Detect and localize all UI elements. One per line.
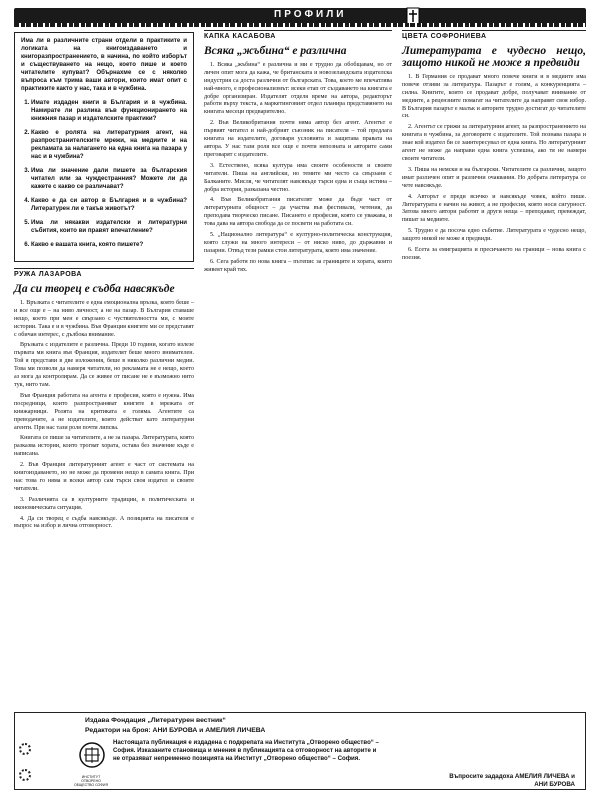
questions-box (14, 32, 194, 262)
article-paragraph: 1. Всяка „жъбина“ е различна и ми е трудно да обобщавам, но от личен опит мога да кажа, че британската и новозеландската издателска индустрия са доста различни от българската. Това, което ме впечатлява най-много, е професионализмът: всеки етап от създаването на книгата е добре организиран. Издателят отделя време на автора, редакторът работи върху текста, а маркетинговият отдел планира представянето на книгата месеци предварително. (204, 61, 392, 116)
article-paragraph: 4. Да си творец е съдба навсякъде. А позицията на писателя е въпрос на избор и лична отговорност. (14, 515, 194, 530)
article-paragraph: Книгата се пише за читателите, а не за пазара. Литературата, която разказва истории, които трогват хората, остава без значение къде е написана. (14, 435, 194, 458)
article-paragraph: 2. Във Франция литературният агент е част от системата на книгоиздаването, но не може да промени нещо в самата книга. При нас това го няма и всеки автор сам търси своя издател и своите читатели. (14, 462, 194, 492)
author-name: КАПКА КАСАБОВА (204, 30, 392, 41)
column-1 (14, 30, 194, 534)
gear-ornament-icon (19, 743, 31, 755)
logo-caption: ИНСТИТУТ ОТВОРЕНО ОБЩЕСТВО СОФИЯ (74, 775, 108, 787)
article-paragraph: 3. Пиша на немски и на български. Читателите са различни, защото имат различен опит и различни очаквания. Но добрата литература се чете навсякъде. (402, 166, 586, 189)
article-headline: Да си творец е съдба навсякъде (14, 282, 175, 295)
credits-line: АНИ БУРОВА (534, 781, 575, 788)
credits (405, 773, 575, 789)
question-item: 3. Има ли значение дали пишете за българския читател или за чуждестранния? Можете ли да кажете с какво се различават? (31, 167, 187, 191)
question-item: 5. Има ли някакви издателски и литературни събития, които ви правят впечатление? (31, 219, 187, 235)
publisher-line: Издава Фондация „Литературен вестник“ (85, 717, 226, 724)
article-paragraph: Връзката с издателите е различна. Преди 10 години, когато излезе първата ми книга във Франция, издателят беше много внимателен. Той я представи в две изложения, беше в няколко различни медии. Това ми позволи да намеря читатели, но рекламата не е нещо, което аз мога да контролирам. Да се живее от писане не е възможно нито тук, нито там. (14, 342, 194, 388)
article-paragraph: Във Франция работата на агента е професия, която е нужна. Има посредници, които разпространяват книгите в мрежата от книжарници. Ролята на критиката е голяма. Агентите са преводачите, а не издателите, които действат като литературни агенти. При нас тази роля почти липсва. (14, 392, 194, 431)
open-society-logo-icon (77, 741, 107, 775)
author-name: ЦВЕТА СОФРОНИЕВА (402, 30, 586, 41)
article-paragraph: 2. Във Великобритания почти няма автор без агент. Агентът е първият читател и най-добрият съюзник на писателя – той предлага книгата на издателите, договаря условията и защитава правата на автора. У нас тази роля все още е почти непозната и авторите сами преговарят с издателите. (204, 120, 392, 158)
question-item: 2. Какво е ролята на литературния агент, на разпространителските мрежи, на медиите и на рекламата за налагането на една книга на пазара у нас и в чужбина? (31, 129, 187, 161)
editors-line: Редактори на броя: АНИ БУРОВА и АМЕЛИЯ ЛИЧЕВА (85, 727, 266, 734)
column-2 (204, 30, 392, 278)
question-item: 6. Какво е вашата книга, която пишете? (31, 241, 187, 249)
section-title: ПРОФИЛИ (274, 9, 347, 20)
column-3 (402, 30, 586, 266)
questions-list (21, 99, 187, 249)
question-item: 4. Какво е да си автор в България и в чужбина? Литературен ли е такъв животът? (31, 197, 187, 213)
article-paragraph: 2. Агентът се грижи за литературния агент, за разпространението на книгата в чужбина, за договорите с издателите. Той познава пазара и знае кой издател би се заинтересувал от една книга. Но литературният агент не може да направи една книга успешна, ако тя не намери своите читатели. (402, 124, 586, 162)
article-paragraph: 6. Сега работя по нова книга – пътепис за границите и хората, които живеят край тях. (204, 258, 392, 273)
article-paragraph: 5. „Национално литература“ е културно-политическа конструкция, която служи на много интереси – от ниско ниво, до държавни и пазарни. Отвъд тези рамки стои литературата, която има значение. (204, 232, 392, 254)
questions-intro: Има ли в различните страни отдели в практиките и логиката на книгоиздаването и книгоразпространението, в начина, по който изборът и съществуването на нещо, което пише и което читателите купуват? Обърнахме се с няколко въпроса към трима ваши автори, които имат опит с практиките както у нас, така и в чужбина. (21, 37, 187, 92)
article-paragraph: 5. Трудно е да посоча едно събитие. Литературата е чудесно нещо, защото никой не може я предвиди. (402, 228, 586, 243)
author-name: РУЖА ЛАЗАРОВА (14, 268, 194, 279)
gear-ornament-icon (19, 769, 31, 781)
article-headline: Литературата е чудесно нещо, защото никой не може я предвиди (402, 44, 586, 69)
article-paragraph: 4. Авторът е преди всичко и навсякъде човек, който пише. Литературата е начин на живот, а не професия, която носи сигурност. Затова много автори работят и други неща – преподават, превеждат, пишат за медиите. (402, 193, 586, 224)
article-paragraph: 6. Есета за емиграцията и пресичането на граници – нова книга с поезия. (402, 247, 586, 261)
torn-edge (14, 23, 586, 27)
section-banner (14, 8, 586, 24)
article-headline: Всяка „жъбина“ е различна (204, 44, 347, 57)
funding-notice: Настоящата публикация е издадена с подкрепата на Института „Отворено общество“ – София. Изказаните становища и мнения в публикацията са отговорност на авторите и не отразяват непременно позицията на Институт „Отворено общество“ – София. (113, 739, 379, 762)
article-paragraph: 3. Различията са в културните традиции, в политическата и икономическата ситуация. (14, 496, 194, 511)
footer-box (14, 712, 586, 790)
article-paragraph: 1. Връзката с читателите е една емоционална връзка, която беше – и все още е – на ниво личност, а не на пазар. В България ставаше нещо, което при мен е свързано с чуствителността ми, с моите истории. Така е и в чужбина. Във Франция книгите ми се представят с обичан интерес, с дълбока внимание. (14, 299, 194, 338)
article-paragraph: 3. Естествено, всяка култура има своите особености и своите читатели. Пиша на английски, но темите ми често са свързани с Балканите. Мисля, че читателят навсякъде търси една и съща истина – добра история, разказана честно. (204, 162, 392, 193)
article-paragraph: 1. В Германия се продават много повече книги и в медиите има повече отзиви за литература. Пазарът е голям, а конкуренцията – силна. Книгите, които се продават добре, получават внимание от медиите, а рецензиите помагат на читателите да направят своя избор. В България пазарът е малък и авторите трудно достигат до читателите си. (402, 73, 586, 120)
question-item: 1. Имате издаден книги в България и в чужбина. Намирате ли разлика във функционирането на книжния пазар и издателските практики? (31, 99, 187, 123)
credits-line: Въпросите зададоха АМЕЛИЯ ЛИЧЕВА и (449, 773, 575, 780)
article-paragraph: 4. Във Великобритания писателят може да бъде част от литературната общност – да участва във фестивали, четения, да преподава творческо писане. Писането е професия, която се уважава, и това дава на автора свобода да се посвети на работата си. (204, 197, 392, 228)
